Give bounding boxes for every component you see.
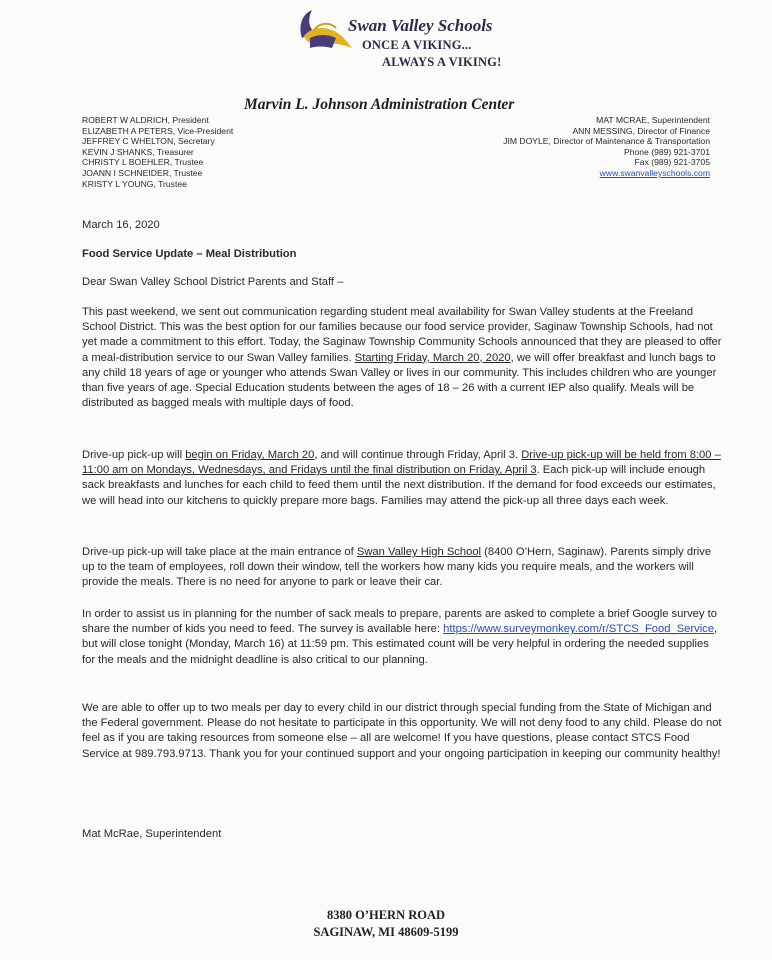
staff-member: JIM DOYLE, Director of Maintenance & Transportation <box>503 136 710 147</box>
p2-text-end: . Each pick-up will include enough sack breakfasts and lunches for each child to feed them until the next distribution. If the demand for food exceeds our estimates, we will head into our kitchens to quickly prepare more bags. Families may attend the pick-up all three days each week. <box>82 464 716 507</box>
p4-text: In order to assist us in planning for the number of sack meals to prepare, parents are asked to complete a brief Google survey to share the number of kids you need to feed. The survey is available here: <box>82 608 717 636</box>
p1-text: This past weekend, we sent out communication regarding student meal availability for Swan Valley students at the Freeland School District. This was the best option for our families because our food service provider, Saginaw Township Schools, had not yet made a commitment to this effort. Today, the Saginaw Township Community Schools announced that they are pleased to offer a meal-distribution service to our Swan Valley families. <box>82 306 722 364</box>
p2-begin-date: begin on Friday, March 20 <box>185 449 315 461</box>
paragraph-3 <box>82 545 722 591</box>
p3-text-cont: (8400 O’Hern, Saginaw). Parents simply drive up to the team of employees, roll down their window, tell the workers how many kids you require meals, and the workers will provide the meals. There is no need for anyone to park or leave their car. <box>82 546 712 589</box>
p1-start-date: Starting Friday, March 20, 2020 <box>354 351 511 364</box>
staff-list <box>503 115 710 179</box>
paragraph-1 <box>82 305 722 411</box>
board-member: JEFFREY C WHELTON, Secretary <box>82 136 215 147</box>
p2-text-cont: , and will continue through Friday, April 3. <box>314 449 522 461</box>
p2-text: Drive-up pick-up will <box>82 449 186 461</box>
signature: Mat McRae, Superintendent <box>82 828 222 840</box>
staff-member: MAT MCRAE, Superintendent <box>596 115 710 125</box>
board-member: ROBERT W ALDRICH, President <box>82 115 209 125</box>
board-list <box>82 115 233 189</box>
board-member: CHRISTY L BOEHLER, Trustee <box>82 157 204 168</box>
board-member: ELIZABETH A PETERS, Vice-President <box>82 125 234 136</box>
board-member: KRISTY L YOUNG, Trustee <box>82 178 187 189</box>
p2-schedule: Drive-up pick-up will be held from 8:00 – 11:00 am on Mondays, Wednesdays, and Fridays until the final distribution on Friday, April 3 <box>82 449 721 477</box>
letter-greeting: Dear Swan Valley School District Parents and Staff – <box>82 276 344 288</box>
viking-helmet-icon <box>296 8 356 54</box>
admin-center-title: Marvin L. Johnson Administration Center <box>244 96 515 113</box>
board-member: JOANN I SCHNEIDER, Trustee <box>82 167 203 178</box>
school-logo <box>296 8 536 78</box>
p3-location: Swan Valley High School <box>356 546 482 558</box>
p1-text-cont: , we will offer breakfast and lunch bags to any child 18 years of age or younger who attends Swan Valley or lives in our community. This includes children who are younger than five years of age. Special Education students between the ages of 18 – 26 with a current IEP also qualify. Meals will be distributed as bagged meals with multiple days of food. <box>82 351 717 410</box>
letter-subject: Food Service Update – Meal Distribution <box>82 248 297 260</box>
board-member: KEVIN J SHANKS, Treasurer <box>82 146 194 157</box>
paragraph-4 <box>82 607 722 668</box>
footer-city: SAGINAW, MI 48609-5199 <box>313 925 459 939</box>
footer-street: 8380 O’HERN ROAD <box>326 908 446 922</box>
motto-line-1: ONCE A VIKING... <box>362 38 472 52</box>
fax-number: Fax (989) 921-3705 <box>634 157 710 168</box>
p3-text: Drive-up pick-up will take place at the main entrance of <box>82 546 357 558</box>
paragraph-5: We are able to offer up to two meals per day to every child in our district through special funding from the State of Michigan and the Federal government. Please do not hesitate to participate in this opportunity. We will not deny food to any child. Please do not feel as if you are taking resources from someone else – all are welcome! If you have questions, please contact STCS Food Service at 989.793.9713. Thank you for your continued support and your ongoing participation in keeping our community healthy! <box>82 702 722 760</box>
survey-link[interactable]: https://www.surveymonkey.com/r/STCS_Food_Service <box>443 623 714 636</box>
motto-line-2: ALWAYS A VIKING! <box>382 55 502 69</box>
phone-number: Phone (989) 921-3701 <box>623 146 710 157</box>
letter-date: March 16, 2020 <box>82 219 160 231</box>
school-name: Swan Valley Schools <box>348 16 493 35</box>
paragraph-2 <box>82 448 722 509</box>
p4-text-cont: , but will close tonight (Monday, March 16) at 11:59 pm. This estimated count will be very helpful in ordering the needed supplies for the meals and the midnight deadline is also critical to our planning. <box>82 623 718 666</box>
website-link[interactable]: www.swanvalleyschools.com <box>599 167 710 178</box>
staff-member: ANN MESSING, Director of Finance <box>572 125 710 136</box>
